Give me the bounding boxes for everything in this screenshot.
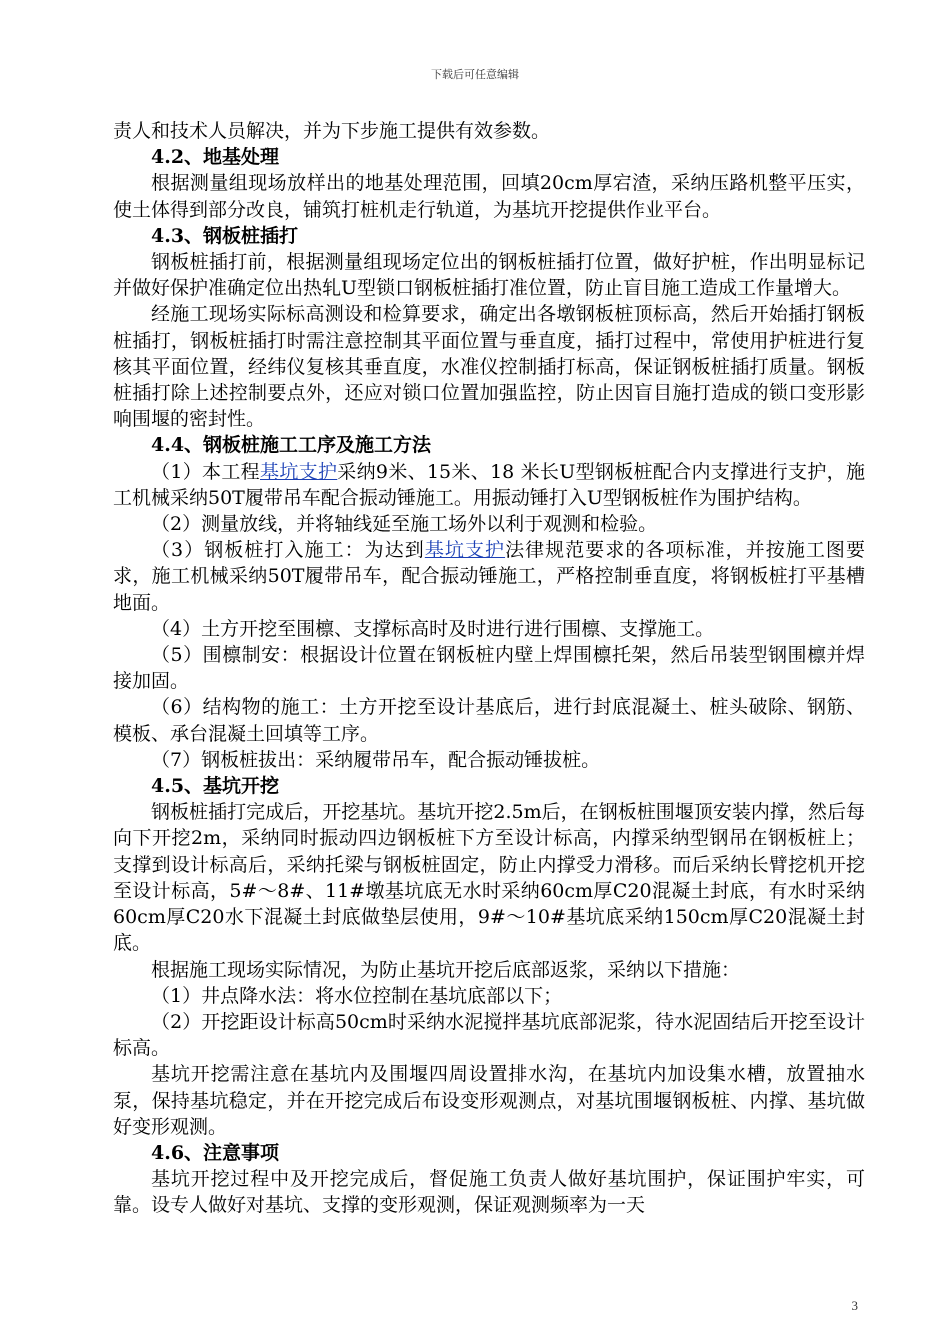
page-number: 3 xyxy=(851,1298,858,1313)
list-item-4-4-5: （5）围檩制安：根据设计位置在钢板桩内壁上焊围檩托架，然后吊装型钢围檩并焊接加固。 xyxy=(113,644,865,693)
item-text: 采纳9米、15米、18 米长U型钢板桩配合内支撑进行支护，施工机械采纳50T履带吊车配合振动锤施工。用振动锤打入U型钢板桩作为围护结构。 xyxy=(113,460,866,509)
foundation-support-link[interactable]: 基坑支护 xyxy=(260,460,338,483)
paragraph-intro: 责人和技术人员解决，并为下步施工提供有效参数。 xyxy=(113,120,551,142)
paragraph-4-6-1: 基坑开挖过程中及开挖完成后，督促施工负责人做好基坑围护，保证围护牢实，可靠。设专人做好对基坑、支撑的变形观测，保证观测频率为一天 xyxy=(113,1168,865,1217)
list-item-4-4-6: （6）结构物的施工：土方开挖至设计基底后，进行封底混凝土、桩头破除、钢筋、模板、承台混凝土回填等工序。 xyxy=(113,696,865,745)
paragraph-4-5-2: 根据施工现场实际情况，为防止基坑开挖后底部返浆，采纳以下措施： xyxy=(151,958,741,981)
paragraph-4-2-1: 根据测量组现场放样出的地基处理范围，回填20cm厚宕渣，采纳压路机整平压实，使土体得到部分改良，铺筑打桩机走行轨道，为基坑开挖提供作业平台。 xyxy=(113,172,865,221)
list-item-4-4-1 xyxy=(113,459,865,511)
paragraph-4-3-1: 钢板桩插打前，根据测量组现场定位出的钢板桩插打位置，做好护桩，作出明显标记并做好保护准确定位出热轧U型锁口钢板桩插打准位置，防止盲目施工造成工作量增大。 xyxy=(113,251,865,300)
document-body xyxy=(113,118,865,1219)
heading-4-5: 4.5、基坑开挖 xyxy=(151,775,280,798)
heading-4-2: 4.2、地基处理 xyxy=(151,146,280,169)
measure-item-2: （2）开挖距设计标高50cm时采纳水泥搅拌基坑底部泥浆，待水泥固结后开挖至设计标高。 xyxy=(113,1010,865,1060)
list-item-4-4-2: （2）测量放线，并将轴线延至施工场外以利于观测和检验。 xyxy=(151,513,658,536)
item-text: 法律规范要求的各项标准，并按施工图要求，施工机械采纳50T履带吊车，配合振动锤施工，严格控制垂直度，将钢板桩打平基槽地面。 xyxy=(113,539,865,614)
measure-item-1: （1）井点降水法：将水位控制在基坑底部以下； xyxy=(151,984,563,1007)
list-item-4-4-4: （4）土方开挖至围檩、支撑标高时及时进行进行围檩、支撑施工。 xyxy=(151,617,715,640)
page-header: 下载后可任意编辑 xyxy=(431,68,519,81)
heading-4-3: 4.3、钢板桩插打 xyxy=(151,224,299,247)
list-item-4-4-3 xyxy=(113,537,865,616)
heading-4-4: 4.4、钢板桩施工工序及施工方法 xyxy=(151,434,432,457)
item-text: （1）本工程 xyxy=(151,460,260,483)
heading-4-6: 4.6、注意事项 xyxy=(151,1141,280,1164)
paragraph-4-5-3: 基坑开挖需注意在基坑内及围堰四周设置排水沟，在基坑内加设集水槽，放置抽水泵，保持基坑稳定，并在开挖完成后布设变形观测点，对基坑围堰钢板桩、内撑、基坑做好变形观测。 xyxy=(113,1063,865,1138)
paragraph-4-3-2: 经施工现场实际标高测设和检算要求，确定出各墩钢板桩顶标高，然后开始插打钢板桩插打，钢板桩插打时需注意控制其平面位置与垂直度，插打过程中，常使用护桩进行复核其平面位置，经纬仪复核其垂直度，水准仪控制插打标高，保证钢板桩插打质量。钢板桩插打除上述控制要点外，还应对锁口位置加强监控，防止因盲目施打造成的锁口变形影响围堰的密封性。 xyxy=(113,303,865,431)
list-item-4-4-7: （7）钢板桩拔出：采纳履带吊车，配合振动锤拔桩。 xyxy=(151,748,601,771)
paragraph-4-5-1: 钢板桩插打完成后，开挖基坑。基坑开挖2.5m后，在钢板桩围堰顶安装内撑，然后每向下开挖2m，采纳同时振动四边钢板桩下方至设计标高，内撑采纳型钢吊在钢板桩上；支撑到设计标高后，采纳托梁与钢板桩固定，防止内撑受力滑移。而后采纳长臂挖机开挖至设计标高，5#～8#、11#墩基坑底无水时采纳60cm厚C20混凝土封底，有水时采纳60cm厚C20水下混凝土封底做垫层使用，9#～10#基坑底采纳150cm厚C20混凝土封底。 xyxy=(113,801,865,955)
item-text: （3）钢板桩打入施工：为达到 xyxy=(151,539,425,562)
foundation-support-link[interactable]: 基坑支护 xyxy=(424,539,506,562)
